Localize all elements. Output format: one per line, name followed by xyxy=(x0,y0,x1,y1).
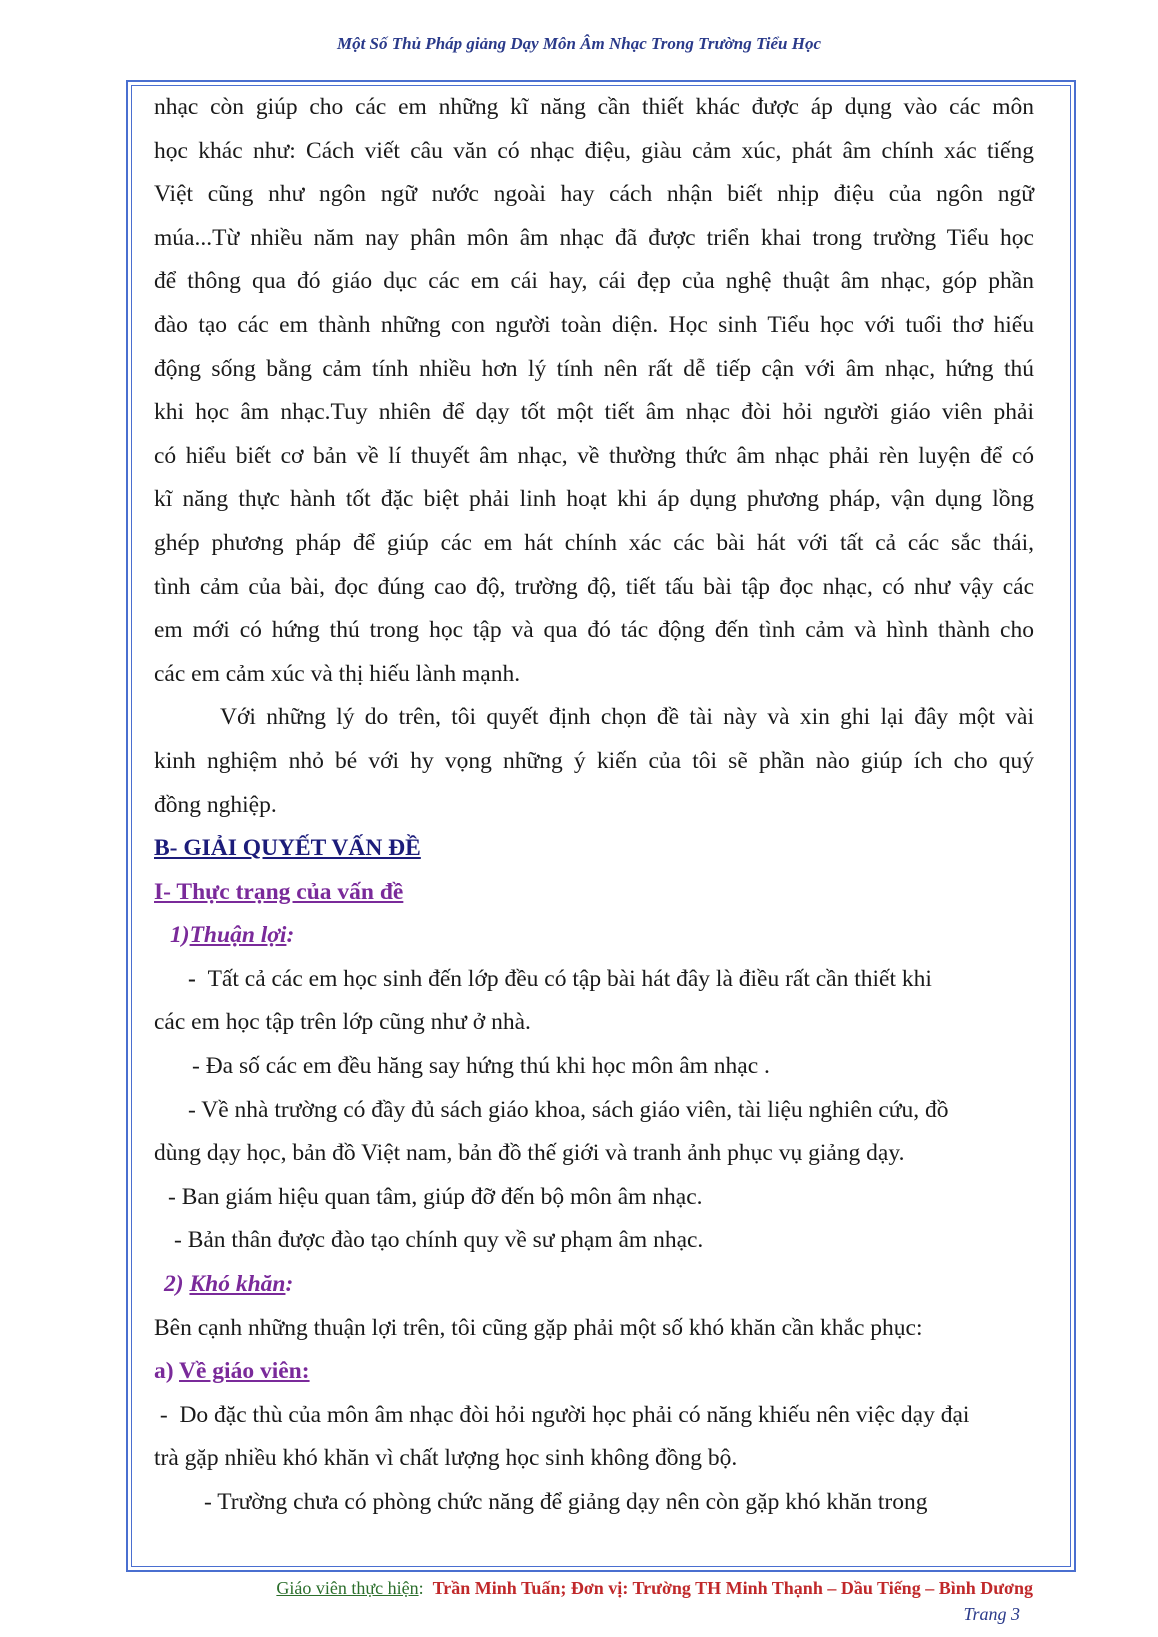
paragraph-line: để thông qua đó giáo dục các em cái hay, cái đẹp của nghệ thuật âm nhạc, góp phần xyxy=(154,268,1034,295)
subsection-2-number: 2) xyxy=(164,1271,190,1298)
difficulty-1-line-2: trà gặp nhiều khó khăn vì chất lượng học sinh không đồng bộ. xyxy=(154,1445,738,1472)
advantage-item-3 xyxy=(154,1089,1034,1176)
subsection-a-row xyxy=(154,1350,1034,1394)
subsection-a-heading xyxy=(154,1358,310,1384)
paragraph-line: ghép phương pháp để giúp các em hát chính xác các bài hát với tất cả các sắc thái, xyxy=(154,529,1034,556)
paragraph-line: kinh nghiệm nhỏ bé với hy vọng những ý kiến của tôi sẽ phần nào giúp ích cho quý xyxy=(154,747,1034,774)
paragraph-line: nhạc còn giúp cho các em những kĩ năng cần thiết khác được áp dụng vào các môn xyxy=(154,94,1034,120)
footer-label: Giáo viên thực hiện xyxy=(276,1578,419,1598)
page-footer xyxy=(0,1578,1033,1599)
paragraph-line: đào tạo các em thành những con người toàn diện. Học sinh Tiểu học với tuổi thơ hiếu xyxy=(154,311,1034,338)
paragraph-line: học khác như: Cách viết câu văn có nhạc điệu, giàu cảm xúc, phát âm chính xác tiếng xyxy=(154,137,1034,164)
footer-author-unit: Trần Minh Tuấn; Đơn vị: Trường TH Minh Thạnh – Dầu Tiếng – Bình Dương xyxy=(432,1578,1033,1598)
page-number: Trang 3 xyxy=(963,1604,1020,1624)
page-header-title: Một Số Thủ Pháp giảng Dạy Môn Âm Nhạc Trong Trường Tiểu Học xyxy=(336,34,822,53)
difficulty-item-1 xyxy=(154,1394,1034,1481)
paragraph-intro xyxy=(154,86,1034,696)
paragraph-line: đồng nghiệp. xyxy=(154,791,277,818)
advantage-1-dash: - xyxy=(188,965,196,992)
advantage-1-text-1: Tất cả các em học sinh đến lớp đều có tập bài hát đây là điều rất cần thiết khi xyxy=(207,965,932,992)
paragraph-line: Việt cũng như ngôn ngữ nước ngoài hay cách nhận biết nhịp điệu của ngôn ngữ xyxy=(154,181,1034,208)
difficulty-item-2: - Trường chưa có phòng chức năng để giảng dạy nên còn gặp khó khăn trong xyxy=(204,1489,928,1515)
section-b-heading: B- GIẢI QUYẾT VẤN ĐỀ xyxy=(154,835,421,862)
advantage-item-2: - Đa số các em đều hăng say hứng thú khi học môn âm nhạc . xyxy=(192,1053,770,1080)
subsection-1-row xyxy=(154,914,1034,958)
advantage-3-line-1: - Về nhà trường có đầy đủ sách giáo khoa, sách giáo viên, tài liệu nghiên cứu, đồ xyxy=(188,1096,949,1123)
subsection-1-number: 1) xyxy=(170,922,190,949)
paragraph-line: múa...Từ nhiều năm nay phân môn âm nhạc đã được triển khai trong trường Tiểu học xyxy=(154,224,1034,251)
subsection-1-heading xyxy=(170,922,294,948)
difficulty-intro: Bên cạnh những thuận lợi trên, tôi cũng gặp phải một số khó khăn cần khắc phục: xyxy=(154,1314,923,1341)
advantage-item-5: - Bản thân được đào tạo chính quy về sư phạm âm nhạc. xyxy=(174,1227,704,1254)
advantage-1-line-1 xyxy=(154,958,1034,1002)
document-body xyxy=(154,86,1034,1525)
advantage-3-line-2: dùng dạy học, bản đồ Việt nam, bản đồ thế giới và tranh ảnh phục vụ giảng dạy. xyxy=(154,1140,905,1167)
subsection-2-heading xyxy=(164,1271,293,1297)
paragraph-line: khi học âm nhạc.Tuy nhiên để dạy tốt một tiết âm nhạc đòi hỏi người giáo viên phải xyxy=(154,399,1034,426)
subsection-1-title: Thuận lợi xyxy=(189,922,287,949)
subsection-2-colon: : xyxy=(285,1271,294,1298)
paragraph-reason xyxy=(154,696,1034,827)
paragraph-line: các em cảm xúc và thị hiếu lành mạnh. xyxy=(154,660,521,687)
advantage-item-4: - Ban giám hiệu quan tâm, giúp đỡ đến bộ môn âm nhạc. xyxy=(168,1183,703,1210)
subsection-1-colon: : xyxy=(286,922,295,949)
paragraph-line: kĩ năng thực hành tốt đặc biệt phải linh hoạt khi áp dụng phương pháp, vận dụng lồng xyxy=(154,486,1034,513)
footer-colon: : xyxy=(418,1578,424,1598)
paragraph-line: động sống bằng cảm tính nhiều hơn lý tính nên rất dễ tiếp cận với âm nhạc, hứng thú xyxy=(154,355,1034,382)
paragraph-line: Với những lý do trên, tôi quyết định chọn đề tài này và xin ghi lại đây một vài xyxy=(220,704,1034,731)
subsection-2-title: Khó khăn xyxy=(189,1271,286,1298)
advantage-item-1 xyxy=(154,958,1034,1045)
subsection-a-title: Về giáo viên: xyxy=(179,1358,310,1385)
subsection-2-row xyxy=(154,1263,1034,1307)
paragraph-line: tình cảm của bài, đọc đúng cao độ, trường độ, tiết tấu bài tập đọc nhạc, có như vậy các xyxy=(154,573,1034,600)
subsection-a-prefix: a) xyxy=(154,1358,180,1385)
paragraph-line: có hiểu biết cơ bản về lí thuyết âm nhạc, về thường thức âm nhạc phải rèn luyện để có xyxy=(154,442,1034,469)
section-i-heading: I- Thực trạng của vấn đề xyxy=(154,878,404,905)
paragraph-line: em mới có hứng thú trong học tập và qua đó tác động đến tình cảm và hình thành cho xyxy=(154,617,1034,644)
section-i-row xyxy=(154,871,1034,915)
difficulty-1-line-1: - Do đặc thù của môn âm nhạc đòi hỏi người học phải có năng khiếu nên việc dạy đại xyxy=(154,1401,970,1428)
section-b-row xyxy=(154,827,1034,871)
advantage-1-line-2: các em học tập trên lớp cũng như ở nhà. xyxy=(154,1009,531,1036)
